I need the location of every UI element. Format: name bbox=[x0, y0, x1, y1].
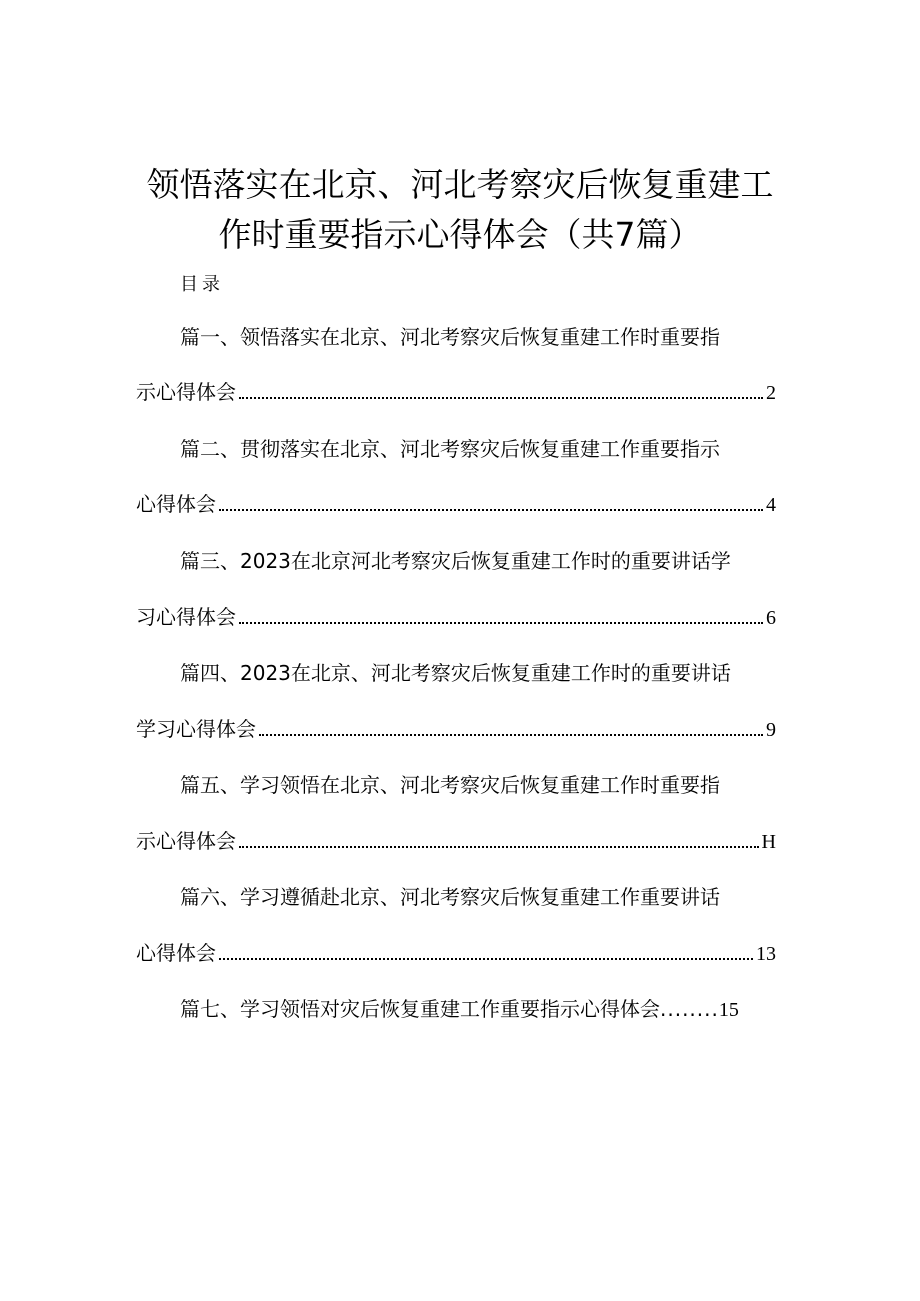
toc-entry-3-line-2[interactable] bbox=[136, 604, 776, 631]
toc-entry-6-page: 13 bbox=[756, 943, 776, 965]
toc-entry-4-text: 学习心得体会 bbox=[136, 717, 256, 741]
toc-entry-2-line-2[interactable] bbox=[136, 491, 776, 518]
toc-entry-6-text: 心得体会 bbox=[136, 941, 216, 965]
title-line-2: 作时重要指示心得体会（共7篇） bbox=[218, 215, 702, 255]
dot-leader: ........ bbox=[660, 997, 719, 1021]
toc-entry-3-line-1[interactable]: 篇三、2023在北京河北考察灾后恢复重建工作时的重要讲话学 bbox=[180, 549, 731, 573]
toc-entry-2-page: 4 bbox=[766, 494, 776, 516]
toc-entry-2-line-1[interactable]: 篇二、贯彻落实在北京、河北考察灾后恢复重建工作重要指示 bbox=[180, 437, 720, 461]
toc-entry-4-line-1[interactable]: 篇四、2023在北京、河北考察灾后恢复重建工作时的重要讲话 bbox=[180, 661, 731, 685]
dot-leader bbox=[239, 397, 763, 399]
toc-entry-1-line-1[interactable]: 篇一、领悟落实在北京、河北考察灾后恢复重建工作时重要指 bbox=[180, 325, 720, 349]
toc-entry-1-line-2[interactable] bbox=[136, 379, 776, 406]
toc-entry-3-page: 6 bbox=[766, 607, 776, 629]
toc-entry-7-page: 15 bbox=[718, 999, 739, 1021]
dot-leader bbox=[219, 958, 753, 960]
toc-entry-7[interactable] bbox=[180, 996, 739, 1023]
toc-entry-6-line-1[interactable]: 篇六、学习遵循赴北京、河北考察灾后恢复重建工作重要讲话 bbox=[180, 885, 720, 909]
toc-entry-7-text: 篇七、学习领悟对灾后恢复重建工作重要指示心得体会 bbox=[180, 997, 660, 1021]
toc-entry-1-page: 2 bbox=[766, 382, 776, 404]
toc-entry-3-text: 习心得体会 bbox=[136, 605, 236, 629]
toc-entry-5-line-2[interactable] bbox=[136, 828, 776, 855]
toc-entry-6-line-2[interactable] bbox=[136, 940, 776, 967]
dot-leader bbox=[259, 734, 763, 736]
toc-entry-5-line-1[interactable]: 篇五、学习领悟在北京、河北考察灾后恢复重建工作时重要指 bbox=[180, 773, 720, 797]
toc-entry-1-text: 示心得体会 bbox=[136, 380, 236, 404]
toc-heading: 目录 bbox=[180, 274, 224, 295]
toc-entry-4-line-2[interactable] bbox=[136, 716, 776, 743]
document-title bbox=[100, 160, 820, 260]
title-line-1: 领悟落实在北京、河北考察灾后恢复重建工 bbox=[146, 165, 774, 205]
toc-entry-5-text: 示心得体会 bbox=[136, 829, 236, 853]
dot-leader bbox=[239, 622, 763, 624]
dot-leader bbox=[239, 846, 759, 848]
toc-entry-4-page: 9 bbox=[766, 719, 776, 741]
toc-entry-2-text: 心得体会 bbox=[136, 492, 216, 516]
dot-leader bbox=[219, 509, 763, 511]
toc-entry-5-page: H bbox=[761, 831, 776, 853]
